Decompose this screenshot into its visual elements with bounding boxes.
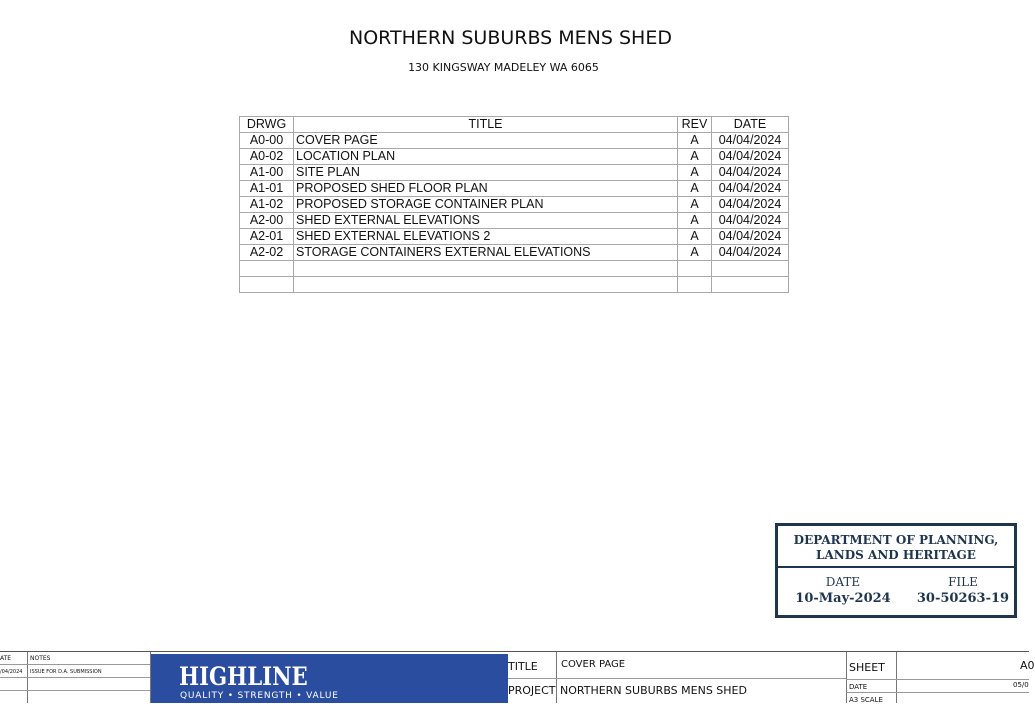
cell-drwg <box>240 277 294 293</box>
cell-title: PROPOSED STORAGE CONTAINER PLAN <box>294 197 678 213</box>
cell-title <box>294 261 678 277</box>
divider <box>846 692 1029 693</box>
stamp-date-value: 10-May-2024 <box>795 591 891 606</box>
cell-title: LOCATION PLAN <box>294 149 678 165</box>
divider <box>846 652 847 703</box>
cell-date <box>712 261 789 277</box>
cell-title: SITE PLAN <box>294 165 678 181</box>
date-value: 05/0 <box>1013 681 1029 689</box>
revision-row-note: ISSUE FOR D.A. SUBMISSION <box>30 669 102 675</box>
project-label: PROJECT <box>508 684 556 697</box>
cell-drwg: A1-01 <box>240 181 294 197</box>
column-header-title: TITLE <box>294 117 678 133</box>
scale-label: A3 SCALE <box>849 696 883 704</box>
sheet-value: A0 <box>1020 659 1035 672</box>
stamp-file-value: 30-50263-19 <box>916 591 1010 606</box>
table-row-empty <box>240 261 789 277</box>
page-title: NORTHERN SUBURBS MENS SHED <box>349 27 672 49</box>
column-header-date: DATE <box>712 117 789 133</box>
table-row <box>240 213 789 229</box>
divider <box>846 679 1029 680</box>
cell-date: 04/04/2024 <box>712 213 789 229</box>
cell-date: 04/04/2024 <box>712 229 789 245</box>
divider <box>0 690 150 691</box>
stamp-department: DEPARTMENT OF PLANNING, LANDS AND HERITAGE <box>793 533 999 562</box>
divider <box>0 677 150 678</box>
table-row <box>240 133 789 149</box>
cell-date: 04/04/2024 <box>712 165 789 181</box>
divider <box>0 664 150 665</box>
planning-approval-stamp <box>775 523 1017 618</box>
table-row <box>240 229 789 245</box>
cell-drwg: A0-02 <box>240 149 294 165</box>
revision-date-header: ATE <box>0 655 12 662</box>
cell-rev: A <box>678 197 712 213</box>
cell-title: SHED EXTERNAL ELEVATIONS 2 <box>294 229 678 245</box>
title-value: COVER PAGE <box>561 659 626 670</box>
cell-title: STORAGE CONTAINERS EXTERNAL ELEVATIONS <box>294 245 678 261</box>
cell-drwg: A2-02 <box>240 245 294 261</box>
cell-title: SHED EXTERNAL ELEVATIONS <box>294 213 678 229</box>
stamp-divider <box>778 566 1014 568</box>
cell-date: 04/04/2024 <box>712 197 789 213</box>
title-block <box>0 651 1035 704</box>
logo-tagline: QUALITY • STRENGTH • VALUE <box>180 691 339 701</box>
stamp-date-label: DATE <box>825 575 861 589</box>
revision-notes-header: NOTES <box>30 655 51 662</box>
cell-rev: A <box>678 245 712 261</box>
cell-drwg: A2-01 <box>240 229 294 245</box>
table-row-empty <box>240 277 789 293</box>
cell-title: PROPOSED SHED FLOOR PLAN <box>294 181 678 197</box>
table-row <box>240 245 789 261</box>
cell-rev: A <box>678 133 712 149</box>
cell-drwg: A1-00 <box>240 165 294 181</box>
cell-rev: A <box>678 165 712 181</box>
cell-date: 04/04/2024 <box>712 245 789 261</box>
sheet-label: SHEET <box>849 661 885 674</box>
cell-title: COVER PAGE <box>294 133 678 149</box>
cell-drwg: A2-00 <box>240 213 294 229</box>
table-header-row <box>240 117 789 133</box>
cell-date <box>712 277 789 293</box>
title-label: TITLE <box>508 660 538 673</box>
project-value: NORTHERN SUBURBS MENS SHED <box>560 684 747 697</box>
cell-rev: A <box>678 213 712 229</box>
stamp-file-label: FILE <box>948 575 978 589</box>
table-row <box>240 197 789 213</box>
cell-drwg: A1-02 <box>240 197 294 213</box>
cell-date: 04/04/2024 <box>712 133 789 149</box>
cell-rev: A <box>678 149 712 165</box>
cell-rev <box>678 261 712 277</box>
table-row <box>240 181 789 197</box>
cell-date: 04/04/2024 <box>712 149 789 165</box>
cell-rev: A <box>678 181 712 197</box>
cell-rev <box>678 277 712 293</box>
company-logo <box>151 654 508 703</box>
logo-name: HIGHLINE <box>179 662 308 691</box>
cell-title <box>294 277 678 293</box>
table-row <box>240 149 789 165</box>
cell-drwg: A0-00 <box>240 133 294 149</box>
table-row <box>240 165 789 181</box>
project-address: 130 KINGSWAY MADELEY WA 6065 <box>408 61 599 74</box>
cell-date: 04/04/2024 <box>712 181 789 197</box>
divider <box>508 678 846 679</box>
cell-rev: A <box>678 229 712 245</box>
drawing-register-table <box>239 116 789 293</box>
revision-row-date: /04/2024 <box>0 669 23 675</box>
column-header-rev: REV <box>678 117 712 133</box>
date-label: DATE <box>849 683 868 691</box>
column-header-drwg: DRWG <box>240 117 294 133</box>
divider <box>896 652 897 703</box>
cell-drwg <box>240 261 294 277</box>
